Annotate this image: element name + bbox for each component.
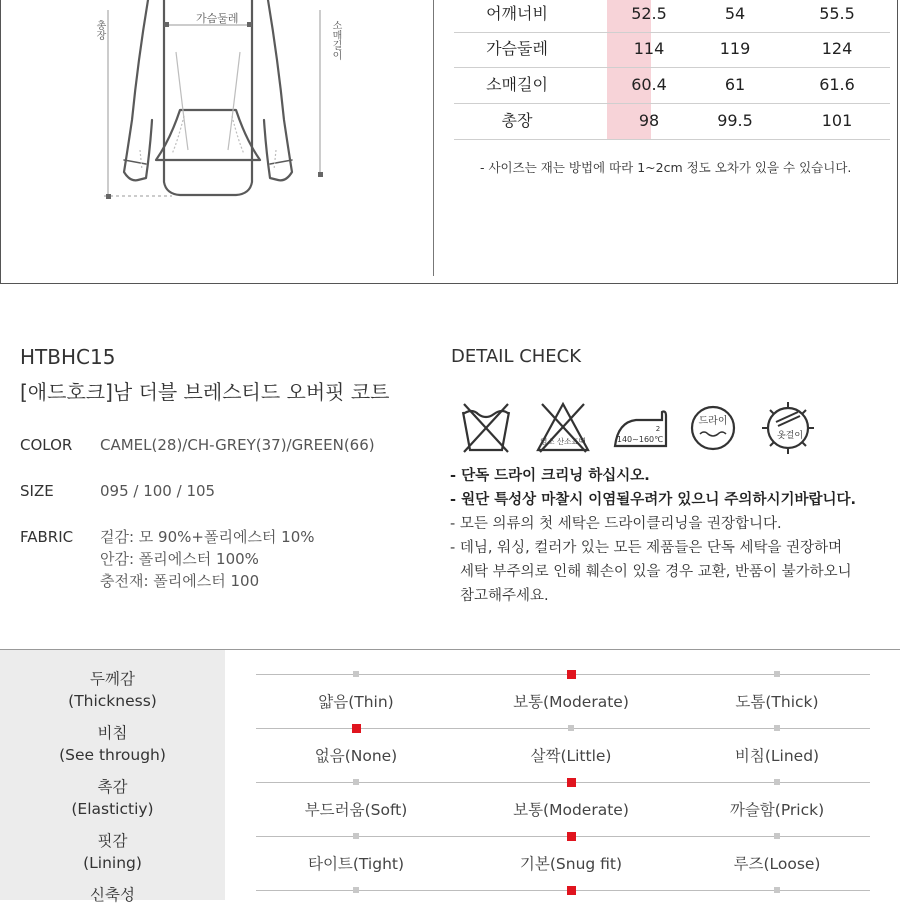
size-note: - 사이즈는 재는 방법에 따라 1~2cm 정도 오차가 있을 수 있습니다. [480,160,852,175]
cell: 55.5 [819,4,855,23]
color-label: COLOR [20,436,73,454]
dry-text: 드라이 [698,416,728,427]
bleach-text: 염소 산소표백 [540,437,586,446]
attribute-marker [568,725,574,731]
attribute-name-en: (See through) [59,746,166,764]
row-label: 소매길이 [486,75,548,94]
attribute-marker [353,671,359,677]
attribute-name-en: (Thickness) [68,692,157,710]
fabric-line: 안감: 폴리에스터 100% [100,550,259,568]
size-value: 095 / 100 / 105 [100,482,216,500]
fabric-value [100,526,315,592]
table-row [454,0,890,33]
cell: 98 [638,111,660,130]
attribute-marker [774,887,780,893]
attribute-marker [353,779,359,785]
attribute-marker-selected [567,778,576,787]
row-label: 가슴둘레 [486,39,548,58]
iron-dots: 2 [655,425,661,433]
cell: 61.6 [819,75,855,94]
attribute-name [0,668,225,712]
cell: 61 [724,75,746,94]
cell: 101 [821,111,853,130]
size-label: SIZE [20,482,54,500]
attribute-option: 보통(Moderate) [513,693,629,711]
attribute-option: 루즈(Loose) [733,855,821,873]
attribute-name-ko: 비침 [97,724,128,742]
cell: 52.5 [631,4,667,23]
attribute-option: 보통(Moderate) [513,801,629,819]
section-divider [433,0,434,276]
sleeve-label: 소매길이 [330,20,341,60]
chest-label: 가슴둘레 [196,12,239,25]
care-note: 참고해주세요. [460,588,549,604]
attribute-name [0,722,225,766]
attribute-marker-selected [567,886,576,895]
table-row [454,67,890,104]
cell: 124 [821,39,853,58]
cell: 99.5 [717,111,753,130]
no-wash-icon [458,400,514,456]
attribute-name-ko: 핏감 [97,832,128,850]
care-note: - 단독 드라이 크리닝 하십시오. [450,468,650,484]
attribute-name [0,884,225,906]
product-code: HTBHC15 [20,345,116,369]
care-note: 세탁 부주의로 인해 훼손이 있을 경우 교환, 반품이 불가하오니 [460,564,852,580]
attribute-option: 얇음(Thin) [318,693,394,711]
hang-dry-icon [760,400,816,456]
attribute-name-ko: 촉감 [97,778,128,796]
attribute-marker [774,779,780,785]
color-value: CAMEL(28)/CH-GREY(37)/GREEN(66) [100,436,375,454]
cell: 54 [724,4,746,23]
attribute-marker [774,671,780,677]
iron-temp: 140~160℃ [616,435,664,444]
care-note: - 원단 특성상 마찰시 이염될우려가 있으니 주의하시기바랍니다. [450,492,856,508]
iron-icon [612,400,670,456]
no-bleach-icon [534,400,592,456]
cell: 60.4 [631,75,667,94]
attribute-name [0,830,225,874]
fabric-label: FABRIC [20,528,74,546]
care-note: - 데님, 워싱, 컬러가 있는 모든 제품들은 단독 세탁을 권장하며 [450,540,843,556]
attribute-option: 까슬함(Prick) [729,801,825,819]
attribute-marker [353,887,359,893]
attribute-option: 타이트(Tight) [307,855,405,873]
attribute-option: 비침(Lined) [734,747,820,765]
cell: 114 [633,39,665,58]
attribute-option: 없음(None) [314,747,398,765]
hoodie-diagram [80,0,340,210]
attribute-name-ko: 두께감 [90,670,135,688]
attribute-name-en: (Lining) [83,854,142,872]
attribute-option: 도톰(Thick) [735,693,819,711]
hang-text: 옷걸이 [776,431,804,441]
attribute-marker-selected [567,832,576,841]
row-label: 어깨너비 [486,4,548,23]
attribute-name-ko: 신축성 [90,886,135,904]
attribute-name [0,776,225,820]
attribute-marker [353,833,359,839]
attribute-option: 기본(Snug fit) [519,855,623,873]
attribute-name-en: (Elastictiy) [71,800,154,818]
attribute-marker-selected [352,724,361,733]
table-row [454,31,890,68]
cell: 119 [719,39,751,58]
detail-check-title: DETAIL CHECK [451,346,582,367]
row-label: 총장 [501,111,533,130]
fabric-line: 겉감: 모 90%+폴리에스터 10% [100,528,315,546]
attribute-option: 살짝(Little) [530,747,612,765]
table-row [454,103,890,140]
attribute-option: 부드러움(Soft) [304,801,408,819]
product-name: [애드호크]남 더블 브레스티드 오버핏 코트 [20,380,390,404]
care-note: - 모든 의류의 첫 세탁은 드라이클리닝을 권장합니다. [450,516,782,532]
length-label: 총장 [94,20,105,40]
care-notes [450,464,890,608]
attribute-marker-selected [567,670,576,679]
attribute-marker [774,833,780,839]
fabric-line: 충전재: 폴리에스터 100 [100,572,260,590]
attribute-marker [774,725,780,731]
dry-clean-icon [688,400,738,456]
